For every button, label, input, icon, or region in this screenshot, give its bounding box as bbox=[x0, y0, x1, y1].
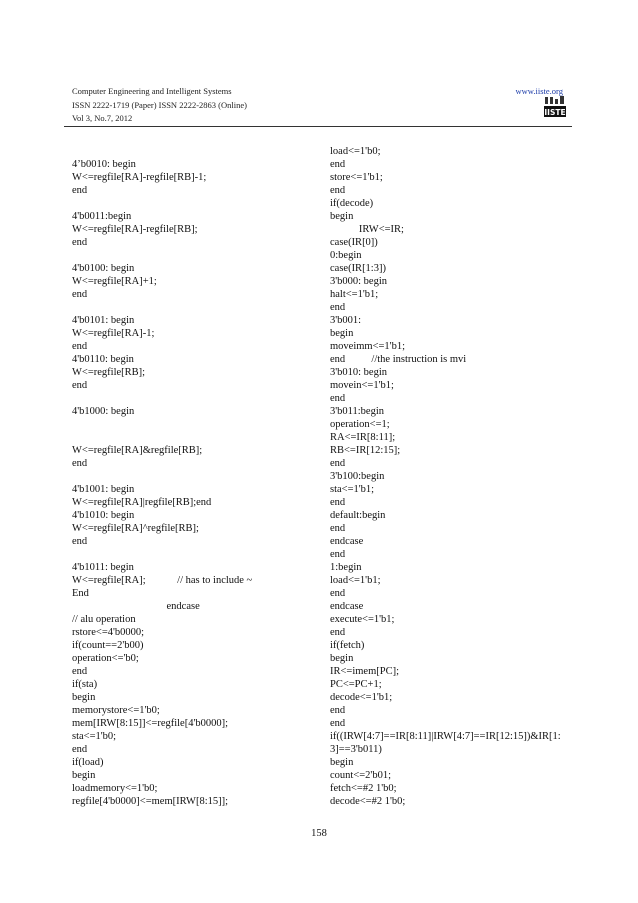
code-line: end bbox=[330, 185, 346, 196]
code-line: load<=1'b1; bbox=[330, 575, 381, 586]
code-line: 4'b0110: begin bbox=[72, 354, 134, 365]
iiste-logo bbox=[544, 96, 566, 118]
code-line: end bbox=[72, 380, 88, 391]
volume-line: Vol 3, No.7, 2012 bbox=[72, 113, 133, 123]
code-line: PC<=PC+1; bbox=[330, 679, 382, 690]
code-line: 4'b1000: begin bbox=[72, 406, 135, 417]
code-line: end bbox=[72, 536, 88, 547]
code-line: decode<=1'b1; bbox=[330, 692, 393, 703]
code-line: end bbox=[72, 744, 88, 755]
code-line: begin bbox=[72, 770, 96, 781]
code-line: 3'b010: begin bbox=[330, 367, 388, 378]
code-line: end bbox=[330, 718, 346, 729]
code-line: end bbox=[330, 705, 346, 716]
code-line: W<=regfile[RA]|regfile[RB];end bbox=[72, 497, 212, 508]
code-line: rstore<=4'b0000; bbox=[72, 627, 145, 638]
code-line: W<=regfile[RA]+1; bbox=[72, 276, 157, 287]
code-line: 4'b1011: begin bbox=[72, 562, 134, 573]
code-line: moveimm<=1'b1; bbox=[330, 341, 405, 352]
code-line: execute<=1'b1; bbox=[330, 614, 395, 625]
code-line: 4'b0011:begin bbox=[72, 211, 132, 222]
code-line: end bbox=[330, 393, 346, 404]
issn-line: ISSN 2222-1719 (Paper) ISSN 2222-2863 (Online) bbox=[72, 100, 247, 110]
code-line: sta<=1'b1; bbox=[330, 484, 375, 495]
code-line: // alu operation bbox=[72, 614, 136, 625]
code-line: begin bbox=[330, 757, 354, 768]
code-line: 4'b0100: begin bbox=[72, 263, 135, 274]
code-line: W<=regfile[RB]; bbox=[72, 367, 146, 378]
code-line: if(load) bbox=[72, 757, 104, 768]
code-line: end bbox=[72, 341, 88, 352]
code-line: case(IR[1:3]) bbox=[330, 263, 386, 274]
code-line: begin bbox=[330, 211, 354, 222]
code-line: sta<=1'b0; bbox=[72, 731, 117, 742]
code-line: end bbox=[72, 237, 88, 248]
code-line: if((IRW[4:7]==IR[8:11]|IRW[4:7]==IR[12:15])&IR[1: bbox=[330, 731, 561, 742]
code-line: mem[IRW[8:15]]<=regfile[4'b0000]; bbox=[72, 718, 229, 729]
code-line: end bbox=[330, 549, 346, 560]
code-line: end bbox=[330, 159, 346, 170]
code-line: if(sta) bbox=[72, 679, 98, 690]
code-line: endcase bbox=[330, 536, 364, 547]
page-number: 158 bbox=[311, 828, 327, 839]
code-line: W<=regfile[RA]; // has to include ~ bbox=[72, 575, 253, 586]
code-line: memorystore<=1'b0; bbox=[72, 705, 160, 716]
code-line: 4'b1001: begin bbox=[72, 484, 135, 495]
code-line: end bbox=[72, 666, 88, 677]
header-rule bbox=[64, 126, 572, 127]
code-line: 3'b100:begin bbox=[330, 471, 385, 482]
journal-url-link[interactable]: www.iiste.org bbox=[515, 86, 563, 96]
code-line: load<=1'b0; bbox=[330, 146, 381, 157]
code-line: 3]==3'b011) bbox=[330, 744, 382, 755]
code-line: end bbox=[330, 523, 346, 534]
code-line: regfile[4'b0000]<=mem[IRW[8:15]]; bbox=[72, 796, 229, 807]
code-line: end bbox=[330, 302, 346, 313]
code-line: 3'b001: bbox=[330, 315, 362, 326]
code-line: end bbox=[330, 497, 346, 508]
code-line: operation<='b0; bbox=[72, 653, 139, 664]
code-line: halt<=1'b1; bbox=[330, 289, 379, 300]
code-line: W<=regfile[RA]-1; bbox=[72, 328, 155, 339]
code-line: RA<=IR[8:11]; bbox=[330, 432, 396, 443]
code-line: count<=2'b01; bbox=[330, 770, 391, 781]
code-line: end bbox=[330, 588, 346, 599]
code-line: endcase bbox=[330, 601, 364, 612]
code-line: W<=regfile[RA]^regfile[RB]; bbox=[72, 523, 199, 534]
code-line: endcase bbox=[72, 601, 200, 612]
code-line: W<=regfile[RA]-regfile[RB]-1; bbox=[72, 172, 207, 183]
code-line: if(decode) bbox=[330, 198, 374, 209]
code-line: 0:begin bbox=[330, 250, 362, 261]
code-line: loadmemory<=1'b0; bbox=[72, 783, 158, 794]
code-line: IRW<=IR; bbox=[330, 224, 404, 235]
code-line: operation<=1; bbox=[330, 419, 390, 430]
code-line: begin bbox=[330, 328, 354, 339]
code-line: end //the instruction is mvi bbox=[330, 354, 467, 365]
code-line: 3'b011:begin bbox=[330, 406, 384, 417]
journal-title: Computer Engineering and Intelligent Systems bbox=[72, 86, 232, 96]
code-line: begin bbox=[330, 653, 354, 664]
code-line: begin bbox=[72, 692, 96, 703]
code-line: default:begin bbox=[330, 510, 386, 521]
logo-lettering: IISTE bbox=[544, 108, 566, 117]
code-line: 3'b000: begin bbox=[330, 276, 388, 287]
code-line: IR<=imem[PC]; bbox=[330, 666, 400, 677]
code-line: 4’b0010: begin bbox=[72, 159, 136, 170]
code-line: case(IR[0]) bbox=[330, 237, 378, 248]
code-line: store<=1'b1; bbox=[330, 172, 383, 183]
code-line: end bbox=[72, 185, 88, 196]
code-line: 1:begin bbox=[330, 562, 362, 573]
code-line: End bbox=[72, 588, 89, 599]
code-line: fetch<=#2 1'b0; bbox=[330, 783, 397, 794]
code-line: if(count==2'b00) bbox=[72, 640, 144, 651]
code-line: W<=regfile[RA]-regfile[RB]; bbox=[72, 224, 198, 235]
code-line: 4'b0101: begin bbox=[72, 315, 135, 326]
code-line: decode<=#2 1'b0; bbox=[330, 796, 406, 807]
code-line: W<=regfile[RA]&regfile[RB]; bbox=[72, 445, 203, 456]
code-line: end bbox=[72, 458, 88, 469]
code-line: RB<=IR[12:15]; bbox=[330, 445, 401, 456]
code-line: if(fetch) bbox=[330, 640, 365, 651]
code-line: end bbox=[330, 458, 346, 469]
code-line: end bbox=[72, 289, 88, 300]
code-line: 4'b1010: begin bbox=[72, 510, 135, 521]
code-line: end bbox=[330, 627, 346, 638]
code-line: movein<=1'b1; bbox=[330, 380, 394, 391]
